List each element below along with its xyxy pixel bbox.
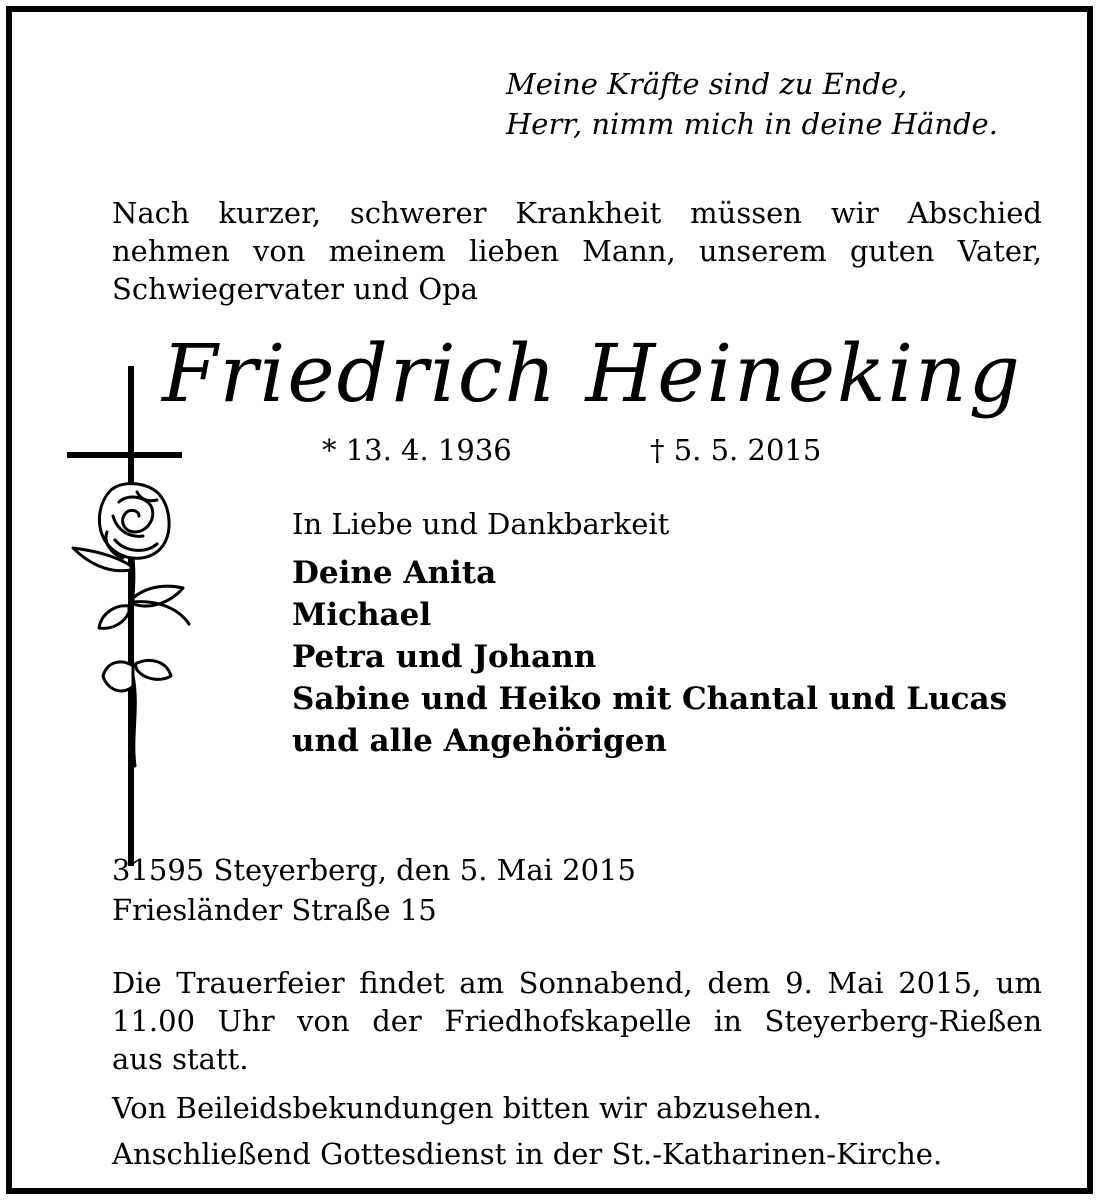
intro-text	[112, 194, 1042, 308]
verse-line-1: Meine Kräfte sind zu Ende,	[506, 67, 908, 101]
obituary-notice	[6, 6, 1093, 1194]
mourners-list	[292, 552, 1007, 762]
mourners-intro: In Liebe und Dankbarkeit	[292, 507, 670, 541]
mourner-name: Petra und Johann	[292, 639, 597, 675]
service-info	[112, 964, 1042, 1078]
service-line-1: Die Trauerfeier findet am Sonnabend, dem 9. Mai 2015, um	[112, 966, 1042, 1000]
intro-line-2: nehmen von meinem lieben Mann, unserem guten Vater,	[112, 234, 1042, 268]
verse-line-2: Herr, nimm mich in deine Hände.	[506, 107, 998, 141]
intro-line-1: Nach kurzer, schwerer Krankheit müssen wir Abschied	[112, 196, 1042, 230]
birth-date: * 13. 4. 1936	[322, 433, 512, 467]
mourner-name: Michael	[292, 597, 432, 633]
address-line-1: 31595 Steyerberg, den 5. Mai 2015	[112, 853, 636, 887]
cross-icon	[67, 366, 197, 866]
death-date: † 5. 5. 2015	[650, 433, 822, 467]
deceased-name: Friedrich Heineking	[162, 327, 1022, 420]
address	[112, 850, 636, 930]
mourner-name: Sabine und Heiko mit Chantal und Lucas	[292, 681, 1008, 717]
address-line-2: Friesländer Straße 15	[112, 893, 437, 927]
condolence-note: Von Beileidsbekundungen bitten wir abzusehen.	[112, 1091, 822, 1125]
service-line-3: aus statt.	[112, 1042, 249, 1076]
mourner-name: Deine Anita	[292, 555, 497, 591]
church-note: Anschließend Gottesdienst in der St.-Katharinen-Kirche.	[112, 1137, 943, 1171]
service-line-2: 11.00 Uhr von der Friedhofskapelle in Steyerberg-Rießen	[112, 1004, 1042, 1038]
intro-line-3: Schwiegervater und Opa	[112, 272, 478, 306]
mourner-name: und alle Angehörigen	[292, 723, 667, 759]
verse	[506, 64, 998, 144]
